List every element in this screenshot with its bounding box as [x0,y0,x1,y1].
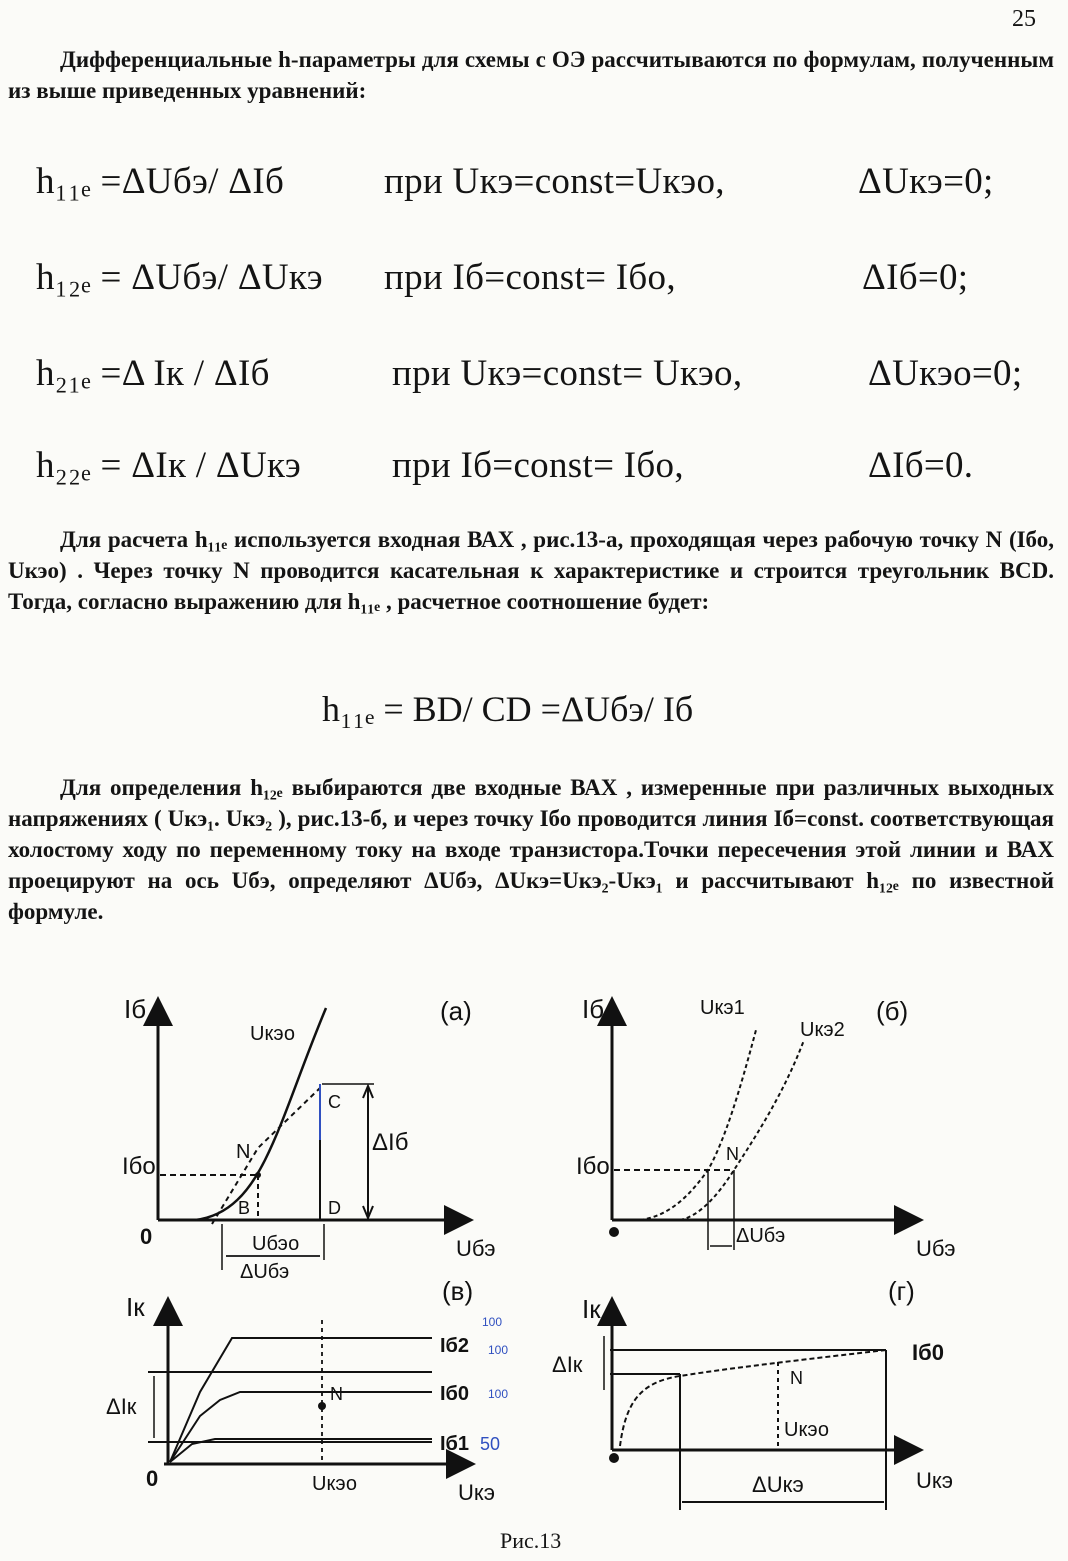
panel-d-delta-i: ΔIк [552,1352,583,1377]
panel-d-delta-u: ΔUкэ [752,1472,804,1497]
panel-b-point-n: N [726,1144,739,1164]
panel-d-u-op: Uкэо [784,1419,829,1441]
panel-a-y-label: Iб [124,994,147,1024]
panel-a-delta-u: ΔUбэ [240,1261,290,1283]
h11-paragraph: Для расчета h₁₁ₑ используется входная ВАХ , рис.13-а, проходящая через рабочую точку N (Iбо, Uкэо) . Через точку N проводится касательная к характеристике и строится треугольник BCD. Тогда, согласно выражению для h₁₁ₑ , расчетное соотношение будет: [8,527,1054,614]
panel-b-tag: (б) [876,996,909,1026]
panel-a [122,994,495,1283]
formula-h12-condition: при Iб=const= Iбо, [384,257,676,298]
panel-d-output-curve [620,1350,886,1446]
panel-a-u-op: Uбэо [252,1233,300,1255]
handwritten-100-a: 100 [482,1315,503,1329]
panel-d-tag: (г) [888,1276,915,1306]
panel-b-y-label: Iб [582,994,605,1024]
panel-b-x-label: Uбэ [916,1236,956,1261]
panel-c-delta-i: ΔIк [106,1394,137,1419]
handwritten-50: 50 [480,1434,501,1454]
panel-c-tag: (в) [442,1276,474,1306]
panel-c-label-ib2: Iб2 [440,1335,470,1357]
panel-a-curve-label: Uкэо [250,1023,295,1045]
panel-c [106,1276,508,1505]
panel-b-curve2-label: Uкэ2 [800,1019,845,1041]
formula-h11: h₁₁ₑ =ΔUбэ/ ΔIб [36,161,285,202]
formula-h21-delta: ΔUкэо=0; [868,353,1023,394]
formula-h21-condition: при Uкэ=const= Uкэо, [392,353,743,394]
panel-d-y-label: Iк [582,1294,601,1324]
panel-c-label-ib0: Iб0 [440,1383,470,1405]
center-formula: h₁₁ₑ = BD/ CD =ΔUбэ/ Iб [322,689,694,729]
panel-b-curve1 [640,1030,756,1220]
panel-c-label-ib1: Iб1 [440,1433,470,1455]
panel-d-x-label: Uкэ [916,1468,953,1493]
formula-h12-delta: ΔIб=0; [862,257,969,298]
formula-h12: h₁₂ₑ = ΔUбэ/ ΔUкэ [36,257,323,298]
panel-b-i-op: Iбо [576,1153,610,1180]
h12-paragraph: Для определения h₁₂ₑ выбираются две входные ВАХ , измеренные при различных выходных напряжениях ( Uкэ₁. Uкэ₂ ), рис.13-б, и через точку Iбо проводится линия Iб=const. соответствующая холостому ходу по переменному току на входе транзистора.Точки пересечения этой линии и ВАХ проецируют на ось Uбэ, определяют ΔUбэ, ΔUкэ=Uкэ₂-Uкэ₁ и рассчитывают h₁₂ₑ по известной формуле. [8,775,1054,924]
panel-d-point-n: N [790,1368,803,1388]
panel-c-curve-ib2 [170,1338,432,1462]
panel-b [576,994,955,1261]
figure-13 [0,980,1068,1540]
formula-h11-condition: при Uкэ=const=Uкэо, [384,161,725,202]
handwritten-100-b: 100 [488,1343,509,1357]
panel-c-u-op: Uкэо [312,1473,357,1495]
panel-a-origin: 0 [140,1224,153,1249]
panel-b-curve1-label: Uкэ1 [700,997,745,1019]
panel-c-point-n: N [330,1384,343,1404]
panel-a-point-b: B [238,1198,251,1218]
panel-c-y-label: Iк [126,1292,145,1322]
formula-h11-delta: ΔUкэ=0; [858,161,994,202]
panel-b-curve2 [680,1040,804,1220]
page-number: 25 [1012,6,1036,32]
formula-h21: h₂₁ₑ =Δ Iк / ΔIб [36,353,270,394]
panel-c-x-label: Uкэ [458,1480,495,1505]
figure-caption: Рис.13 [500,1528,562,1553]
panel-a-i-op: Iбо [122,1153,156,1180]
panel-a-delta-i: ΔIб [372,1129,409,1156]
panel-a-point-c: C [328,1092,341,1112]
panel-a-tag: (а) [440,996,472,1026]
formula-h22-condition: при Iб=const= Iбо, [392,445,684,486]
panel-a-point-d: D [328,1198,341,1218]
formula-h22: h₂₂ₑ = ΔIк / ΔUкэ [36,445,302,486]
panel-b-delta-u: ΔUбэ [736,1225,786,1247]
panel-c-origin: 0 [146,1466,159,1491]
panel-a-x-label: Uбэ [456,1236,496,1261]
formula-h22-delta: ΔIб=0. [868,445,974,486]
handwritten-100-c: 100 [488,1387,509,1401]
panel-d [552,1276,953,1510]
panel-a-point-n: N [236,1141,251,1163]
intro-paragraph: Дифференциальные h-параметры для схемы с ОЭ рассчитываются по формулам, полученным из выше приведенных уравнений: [8,47,1054,103]
panel-c-curve-ib0 [170,1392,432,1462]
panel-d-curve-label: Iб0 [912,1340,944,1365]
